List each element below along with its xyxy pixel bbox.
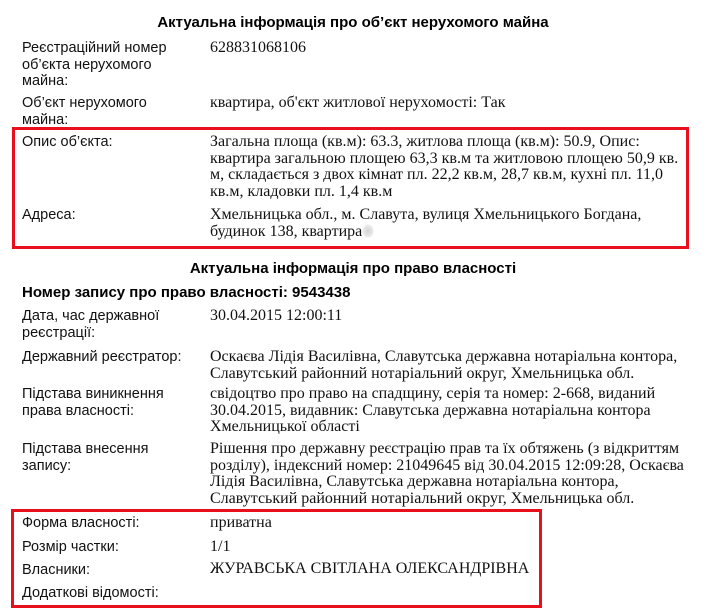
ownership-section-title: Актуальна інформація про право власності — [189, 260, 517, 277]
owners-label: Власники: — [22, 562, 91, 578]
registrar-line: Оскаєва Лідія Василівна, Славутська державна нотаріальна контора, — [210, 348, 678, 365]
reg-date-value: 30.04.2015 12:00:11 — [210, 307, 343, 324]
registrar-value — [210, 349, 688, 382]
ownership-basis-line: Хмельницької області — [210, 418, 360, 435]
description-line: м, складається з двох кімнат пл. 22,2 кв.м, 28,7 кв.м, кухні пл. 11,0 — [210, 166, 663, 183]
ownership-basis-value — [210, 386, 688, 436]
registrar-label: Державний реєстратор: — [22, 349, 182, 365]
description-line: кв.м, кладовки пл. 1,4 кв.м — [210, 182, 393, 200]
description-value — [210, 134, 688, 200]
entry-basis-line: Славутський районний нотаріальний округ, Хмельницька обл. — [210, 489, 635, 507]
entry-basis-label: Підстава внесення запису: — [22, 441, 149, 474]
share-size-label: Розмір частки: — [22, 539, 119, 555]
address-line — [210, 224, 688, 241]
ownership-basis-line: свідоцтво про право на спадщину, серія та номер: 2-668, виданий — [210, 385, 656, 402]
address-line-text: будинок 138, квартира — [210, 222, 363, 240]
owners-value: ЖУРАВСЬКА СВІТЛАНА ОЛЕКСАНДРІВНА — [210, 560, 530, 577]
object-type-value: квартира, об'єкт житлової нерухомості: Так — [210, 94, 506, 111]
reg-date-label: Дата, час державної реєстрації: — [22, 308, 160, 341]
ownership-basis-line: 30.04.2015, видавник: Славутська державна нотаріальна контора — [210, 401, 651, 419]
reg-number-label: Реєстраційний номер об’єкта нерухомого майна: — [22, 40, 167, 89]
description-line: Загальна площа (кв.м): 63.3, житлова площа (кв.м): 50.9, Опис: — [210, 133, 640, 150]
address-line: Хмельницька обл., м. Славута, вулиця Хмельницького Богдана, — [210, 206, 642, 223]
address-value — [210, 207, 688, 240]
address-label: Адреса: — [22, 207, 76, 223]
ownership-form-label: Форма власності: — [22, 515, 140, 531]
ownership-form-value: приватна — [210, 514, 272, 531]
entry-basis-line: Рішення про державну реєстрацію прав та їх обтяжень (з відкриттям — [210, 440, 680, 457]
object-section-title: Актуальна інформація про об’єкт нерухомого майна — [157, 14, 549, 31]
ownership-basis-label: Підстава виникнення права власності: — [22, 386, 164, 419]
description-label: Опис об’єкта: — [22, 134, 113, 150]
redacted-apartment-number — [362, 224, 374, 238]
registrar-line: Славутський районний нотаріальний округ, Хмельницька обл. — [210, 364, 635, 382]
share-size-value: 1/1 — [210, 538, 231, 555]
object-type-label: Об’єкт нерухомого майна: — [22, 95, 147, 128]
entry-basis-line: розділу), індексний номер: 21049645 від 30.04.2015 12:09:28, Оскаєва — [210, 456, 684, 474]
entry-basis-value — [210, 441, 688, 507]
reg-number-value: 628831068106 — [210, 39, 306, 56]
ownership-record-number: Номер запису про право власності: 9543438 — [22, 284, 351, 301]
description-line: квартира загальною площею 63,3 кв.м та житловою площею 50,9 кв. — [210, 149, 679, 167]
additional-info-label: Додаткові відомості: — [22, 585, 159, 601]
entry-basis-line: Лідія Василівна, Славутська державна нотаріальна контора, — [210, 473, 619, 490]
